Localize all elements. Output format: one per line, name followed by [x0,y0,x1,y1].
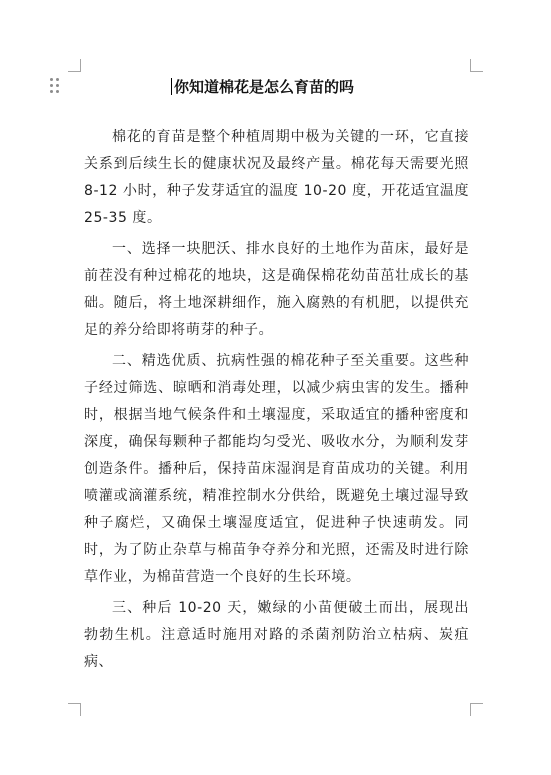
document-title[interactable]: 你知道棉花是怎么育苗的吗 [174,78,355,96]
paragraph-intro[interactable]: 棉花的育苗是整个种植周期中极为关键的一环，它直接关系到后续生长的健康状况及最终产量。棉花每天需要光照 8-12 小时，种子发芽适宜的温度 10-20 度，开花适宜温度 25-35 度。 [84,129,469,226]
margin-corner-mark-bottom-right [470,703,483,716]
text-cursor [171,78,172,95]
margin-corner-mark-bottom-left [68,703,81,716]
paragraph-drag-handle-icon[interactable] [50,78,60,94]
paragraph-step-2[interactable]: 二、精选优质、抗病性强的棉花种子至关重要。这些种子经过筛选、晾晒和消毒处理，以减少病虫害的发生。播种时，根据当地气候条件和土壤湿度，采取适宜的播种密度和深度，确保每颗种子都能均匀受光、吸收水分，为顺利发芽创造条件。播种后，保持苗床湿润是育苗成功的关键。利用喷灌或滴灌系统，精准控制水分供给，既避免土壤过湿导致种子腐烂，又确保土壤湿度适宜，促进种子快速萌发。同时，为了防止杂草与棉苗争夺养分和光照，还需及时进行除草作业，为棉苗营造一个良好的生长环境。 [84,353,469,585]
margin-corner-mark-top-left [68,59,81,72]
margin-corner-mark-top-right [470,59,483,72]
paragraph-step-1[interactable]: 一、选择一块肥沃、排水良好的土地作为苗床，最好是前茬没有种过棉花的地块，这是确保棉花幼苗茁壮成长的基础。随后，将土地深耕细作，施入腐熟的有机肥，以提供充足的养分给即将萌芽的种子。 [84,241,469,338]
document-title-line[interactable] [171,76,354,98]
document-body[interactable] [84,124,469,680]
paragraph-step-3[interactable]: 三、种后 10-20 天，嫩绿的小苗便破土而出，展现出勃勃生机。注意适时施用对路的杀菌剂防治立枯病、炭疽病、 [84,600,469,670]
